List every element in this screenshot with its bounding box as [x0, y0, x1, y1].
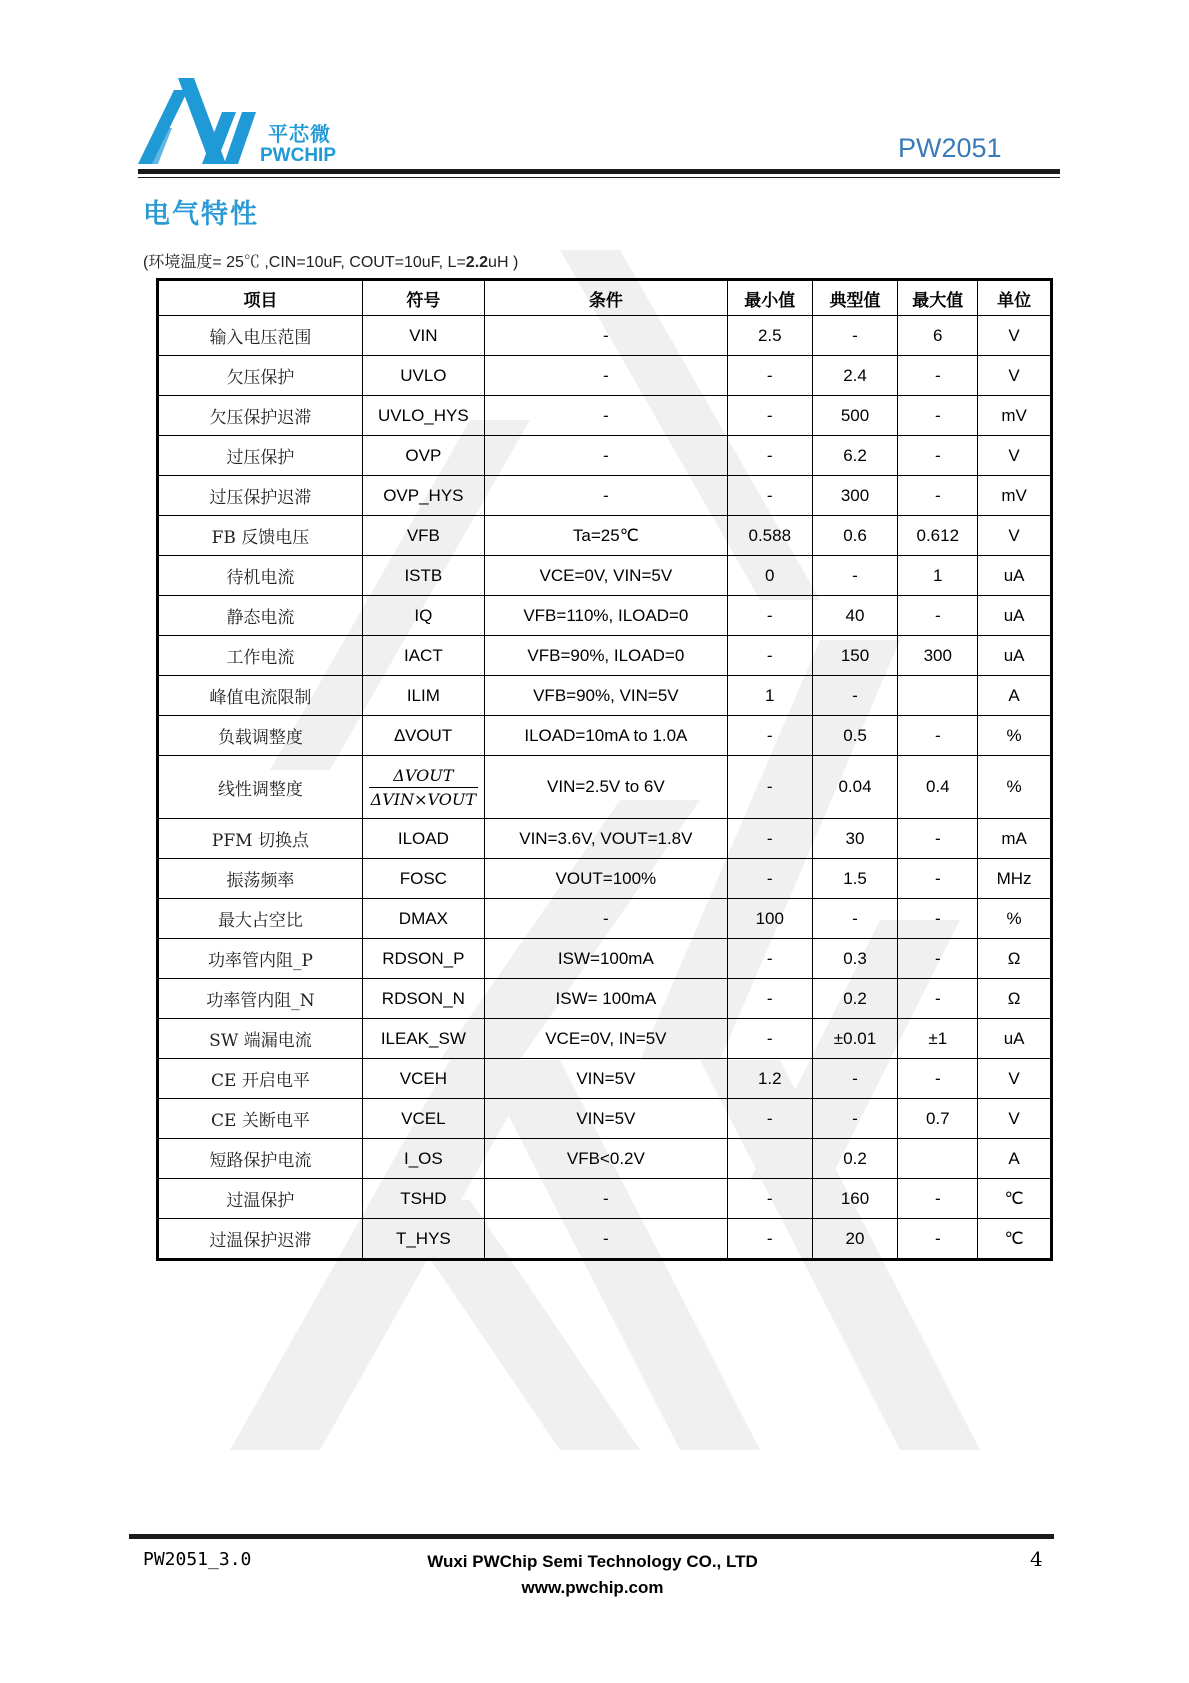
- cell-typ: 0.3: [812, 939, 898, 979]
- cell-typ: 300: [812, 476, 898, 516]
- conditions-prefix: (环境温度= 25℃ ,CIN=10uF, COUT=10uF, L=: [143, 254, 466, 271]
- cell-symbol: RDSON_N: [362, 979, 484, 1019]
- cell-unit: ℃: [978, 1219, 1052, 1260]
- cell-typ: ±0.01: [812, 1019, 898, 1059]
- table-row: [158, 859, 1052, 899]
- header-symbol: 符号: [362, 280, 484, 316]
- cell-min: -: [727, 1219, 812, 1260]
- cell-condition: Ta=25℃: [484, 516, 727, 556]
- cell-min: -: [727, 1019, 812, 1059]
- cell-unit: V: [978, 1059, 1052, 1099]
- cell-max: -: [898, 1219, 978, 1260]
- fraction-denominator: ΔVIN×VOUT: [370, 789, 477, 809]
- cell-condition: -: [484, 436, 727, 476]
- cell-symbol: FOSC: [362, 859, 484, 899]
- cell-symbol: VCEL: [362, 1099, 484, 1139]
- cell-symbol: OVP: [362, 436, 484, 476]
- cell-unit: uA: [978, 636, 1052, 676]
- cell-typ: 1.5: [812, 859, 898, 899]
- cell-typ: 0.5: [812, 716, 898, 756]
- table-row: [158, 356, 1052, 396]
- logo-english-name: PWCHIP: [260, 145, 336, 166]
- cell-condition: -: [484, 396, 727, 436]
- section-title: 电气特性: [143, 199, 259, 230]
- cell-min: -: [727, 979, 812, 1019]
- cell-symbol: DMAX: [362, 899, 484, 939]
- header-unit: 单位: [978, 280, 1052, 316]
- cell-min: -: [727, 476, 812, 516]
- cell-item: 待机电流: [158, 556, 363, 596]
- symbol-fraction: [369, 766, 478, 809]
- cell-unit: V: [978, 316, 1052, 356]
- cell-unit: Ω: [978, 979, 1052, 1019]
- cell-item: SW 端漏电流: [158, 1019, 363, 1059]
- cell-typ: 0.2: [812, 1139, 898, 1179]
- cell-min: -: [727, 356, 812, 396]
- table-row: [158, 899, 1052, 939]
- table-row: [158, 716, 1052, 756]
- cell-condition: VIN=2.5V to 6V: [484, 756, 727, 819]
- cell-item: FB 反馈电压: [158, 516, 363, 556]
- header-max: 最大值: [898, 280, 978, 316]
- cell-max: -: [898, 436, 978, 476]
- cell-symbol: I_OS: [362, 1139, 484, 1179]
- cell-unit: uA: [978, 596, 1052, 636]
- cell-min: 1: [727, 676, 812, 716]
- table-row: [158, 979, 1052, 1019]
- header-condition: 条件: [484, 280, 727, 316]
- cell-condition: VCE=0V, VIN=5V: [484, 556, 727, 596]
- cell-max: -: [898, 979, 978, 1019]
- cell-item: 振荡频率: [158, 859, 363, 899]
- table-row: [158, 1219, 1052, 1260]
- cell-item: 短路保护电流: [158, 1139, 363, 1179]
- table-row: [158, 436, 1052, 476]
- cell-max: -: [898, 476, 978, 516]
- cell-symbol: OVP_HYS: [362, 476, 484, 516]
- cell-symbol: TSHD: [362, 1179, 484, 1219]
- cell-unit: mA: [978, 819, 1052, 859]
- cell-max: -: [898, 819, 978, 859]
- electrical-characteristics-table: [156, 278, 1053, 1261]
- cell-min: -: [727, 636, 812, 676]
- cell-unit: V: [978, 1099, 1052, 1139]
- header-divider: [138, 169, 1060, 174]
- table-row: [158, 756, 1052, 819]
- cell-item: 过温保护迟滞: [158, 1219, 363, 1260]
- cell-item: 过压保护: [158, 436, 363, 476]
- document-model-number: PW2051: [898, 133, 1002, 163]
- cell-max: -: [898, 899, 978, 939]
- cell-typ: 0.04: [812, 756, 898, 819]
- cell-min: [727, 1139, 812, 1179]
- cell-max: -: [898, 596, 978, 636]
- table-row: [158, 636, 1052, 676]
- cell-max: -: [898, 356, 978, 396]
- table-row: [158, 676, 1052, 716]
- cell-min: -: [727, 859, 812, 899]
- cell-condition: VIN=3.6V, VOUT=1.8V: [484, 819, 727, 859]
- table-row: [158, 1179, 1052, 1219]
- table-row: [158, 556, 1052, 596]
- cell-item: 最大占空比: [158, 899, 363, 939]
- cell-typ: 0.2: [812, 979, 898, 1019]
- cell-item: 过压保护迟滞: [158, 476, 363, 516]
- table-row: [158, 316, 1052, 356]
- cell-typ: 20: [812, 1219, 898, 1260]
- cell-item: 过温保护: [158, 1179, 363, 1219]
- cell-typ: 500: [812, 396, 898, 436]
- cell-unit: A: [978, 676, 1052, 716]
- cell-max: ±1: [898, 1019, 978, 1059]
- cell-item: 负载调整度: [158, 716, 363, 756]
- cell-max: -: [898, 859, 978, 899]
- cell-symbol: T_HYS: [362, 1219, 484, 1260]
- cell-max: 1: [898, 556, 978, 596]
- cell-symbol: ILIM: [362, 676, 484, 716]
- cell-item: PFM 切换点: [158, 819, 363, 859]
- table-row: [158, 516, 1052, 556]
- cell-symbol: [362, 756, 484, 819]
- header-min: 最小值: [727, 280, 812, 316]
- cell-min: 0.588: [727, 516, 812, 556]
- cell-min: -: [727, 436, 812, 476]
- cell-typ: 0.6: [812, 516, 898, 556]
- cell-item: CE 开启电平: [158, 1059, 363, 1099]
- table-row: [158, 1059, 1052, 1099]
- cell-item: 功率管内阻_N: [158, 979, 363, 1019]
- cell-max: 6: [898, 316, 978, 356]
- cell-symbol: UVLO: [362, 356, 484, 396]
- cell-max: 300: [898, 636, 978, 676]
- cell-max: 0.4: [898, 756, 978, 819]
- cell-unit: ℃: [978, 1179, 1052, 1219]
- cell-condition: VFB<0.2V: [484, 1139, 727, 1179]
- page-number: 4: [1030, 1547, 1043, 1571]
- table-row: [158, 396, 1052, 436]
- table-row: [158, 1139, 1052, 1179]
- cell-condition: VCE=0V, IN=5V: [484, 1019, 727, 1059]
- cell-condition: -: [484, 1179, 727, 1219]
- cell-max: -: [898, 716, 978, 756]
- table-row: [158, 1019, 1052, 1059]
- cell-symbol: IACT: [362, 636, 484, 676]
- cell-min: -: [727, 716, 812, 756]
- cell-min: -: [727, 1099, 812, 1139]
- cell-item: 输入电压范围: [158, 316, 363, 356]
- cell-min: 1.2: [727, 1059, 812, 1099]
- cell-symbol: IQ: [362, 596, 484, 636]
- cell-item: 欠压保护迟滞: [158, 396, 363, 436]
- table-header-row: [158, 280, 1052, 316]
- cell-unit: uA: [978, 556, 1052, 596]
- table-row: [158, 819, 1052, 859]
- cell-typ: 2.4: [812, 356, 898, 396]
- header-item: 项目: [158, 280, 363, 316]
- test-conditions: [143, 249, 518, 272]
- cell-min: 2.5: [727, 316, 812, 356]
- table-row: [158, 1099, 1052, 1139]
- cell-item: 静态电流: [158, 596, 363, 636]
- cell-item: 欠压保护: [158, 356, 363, 396]
- cell-unit: V: [978, 356, 1052, 396]
- conditions-inductance: 2.2: [465, 254, 489, 271]
- cell-item: 功率管内阻_P: [158, 939, 363, 979]
- cell-unit: Ω: [978, 939, 1052, 979]
- cell-min: -: [727, 756, 812, 819]
- cell-typ: -: [812, 1099, 898, 1139]
- table-row: [158, 939, 1052, 979]
- cell-item: 峰值电流限制: [158, 676, 363, 716]
- cell-typ: 150: [812, 636, 898, 676]
- cell-typ: -: [812, 1059, 898, 1099]
- cell-condition: -: [484, 1219, 727, 1260]
- cell-max: -: [898, 939, 978, 979]
- cell-symbol: ISTB: [362, 556, 484, 596]
- logo-chinese-name: 平芯微: [268, 122, 331, 146]
- table-row: [158, 476, 1052, 516]
- cell-condition: VFB=90%, ILOAD=0: [484, 636, 727, 676]
- cell-condition: VOUT=100%: [484, 859, 727, 899]
- cell-typ: -: [812, 676, 898, 716]
- cell-typ: 160: [812, 1179, 898, 1219]
- cell-unit: %: [978, 716, 1052, 756]
- cell-typ: -: [812, 316, 898, 356]
- cell-min: -: [727, 596, 812, 636]
- cell-typ: -: [812, 556, 898, 596]
- cell-typ: 6.2: [812, 436, 898, 476]
- footer-company: Wuxi PWChip Semi Technology CO., LTD: [427, 1552, 758, 1571]
- cell-min: -: [727, 1179, 812, 1219]
- cell-max: 0.7: [898, 1099, 978, 1139]
- cell-max: [898, 1139, 978, 1179]
- cell-max: [898, 676, 978, 716]
- cell-unit: %: [978, 899, 1052, 939]
- cell-item: 线性调整度: [158, 756, 363, 819]
- cell-min: -: [727, 819, 812, 859]
- cell-item: 工作电流: [158, 636, 363, 676]
- cell-condition: -: [484, 356, 727, 396]
- cell-min: 0: [727, 556, 812, 596]
- cell-item: CE 关断电平: [158, 1099, 363, 1139]
- cell-typ: -: [812, 899, 898, 939]
- cell-max: -: [898, 396, 978, 436]
- header-divider-thin: [138, 177, 1060, 178]
- cell-max: -: [898, 1059, 978, 1099]
- cell-condition: VIN=5V: [484, 1099, 727, 1139]
- cell-symbol: VFB: [362, 516, 484, 556]
- cell-unit: mV: [978, 396, 1052, 436]
- cell-unit: uA: [978, 1019, 1052, 1059]
- cell-condition: -: [484, 476, 727, 516]
- cell-condition: -: [484, 899, 727, 939]
- cell-symbol: RDSON_P: [362, 939, 484, 979]
- cell-symbol: ∆VOUT: [362, 716, 484, 756]
- cell-condition: ISW=100mA: [484, 939, 727, 979]
- cell-unit: %: [978, 756, 1052, 819]
- cell-symbol: VCEH: [362, 1059, 484, 1099]
- cell-min: 100: [727, 899, 812, 939]
- cell-unit: V: [978, 436, 1052, 476]
- cell-condition: -: [484, 316, 727, 356]
- cell-max: -: [898, 1179, 978, 1219]
- header-typ: 典型值: [812, 280, 898, 316]
- cell-condition: VIN=5V: [484, 1059, 727, 1099]
- cell-unit: V: [978, 516, 1052, 556]
- table-row: [158, 596, 1052, 636]
- cell-typ: 40: [812, 596, 898, 636]
- conditions-suffix: uH ): [488, 254, 519, 271]
- cell-symbol: ILOAD: [362, 819, 484, 859]
- cell-max: 0.612: [898, 516, 978, 556]
- fraction-numerator: ΔVOUT: [369, 766, 478, 788]
- cell-unit: MHz: [978, 859, 1052, 899]
- footer-divider: [129, 1534, 1054, 1539]
- cell-condition: VFB=110%, ILOAD=0: [484, 596, 727, 636]
- cell-condition: ILOAD=10mA to 1.0A: [484, 716, 727, 756]
- cell-unit: A: [978, 1139, 1052, 1179]
- cell-symbol: UVLO_HYS: [362, 396, 484, 436]
- footer-url: www.pwchip.com: [521, 1578, 664, 1597]
- cell-unit: mV: [978, 476, 1052, 516]
- cell-condition: VFB=90%, VIN=5V: [484, 676, 727, 716]
- cell-condition: ISW= 100mA: [484, 979, 727, 1019]
- footer-doc-version: PW2051_3.0: [143, 1549, 252, 1570]
- cell-min: -: [727, 939, 812, 979]
- cell-symbol: ILEAK_SW: [362, 1019, 484, 1059]
- cell-typ: 30: [812, 819, 898, 859]
- cell-symbol: VIN: [362, 316, 484, 356]
- cell-min: -: [727, 396, 812, 436]
